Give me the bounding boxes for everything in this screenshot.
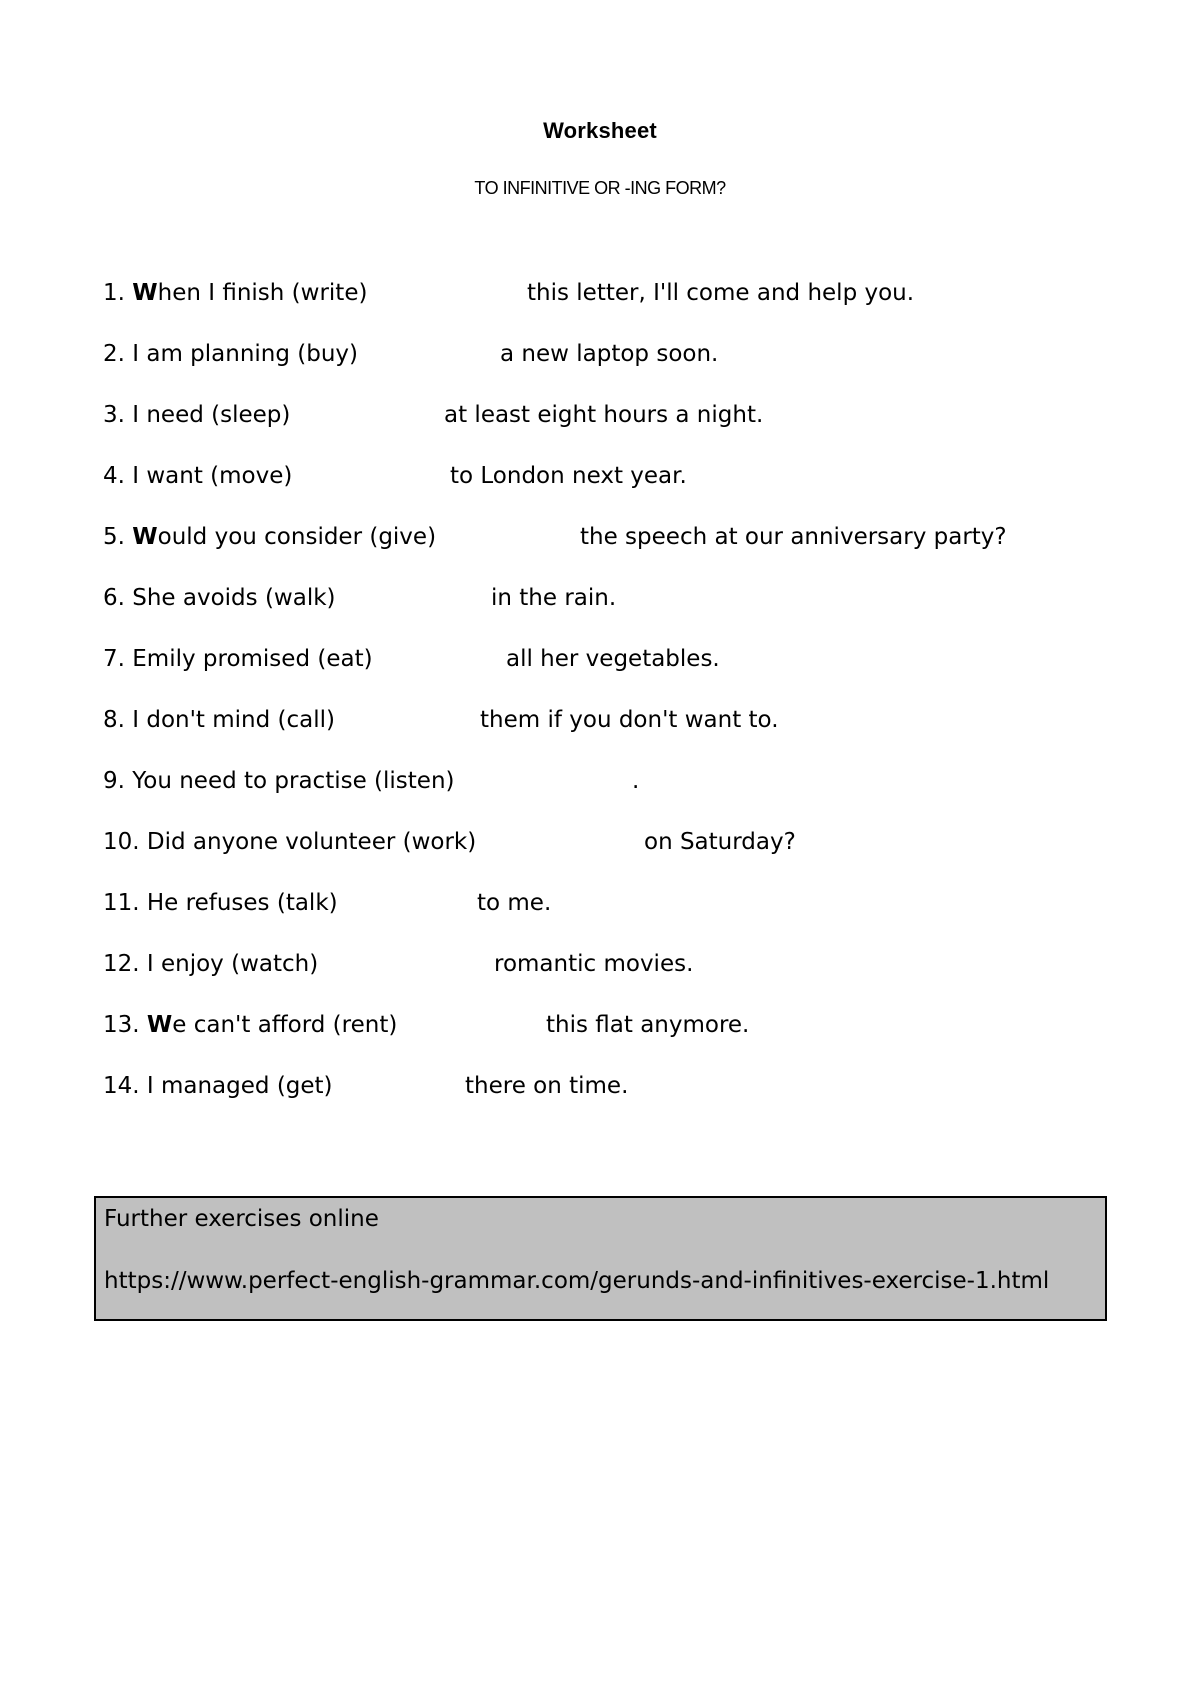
exercise-continuation: all her vegetables.	[506, 646, 720, 672]
exercise-item	[103, 829, 1103, 890]
exercise-continuation: on Saturday?	[644, 829, 796, 855]
exercise-prompt: 2. I am planning (buy)	[103, 341, 359, 367]
exercise-continuation: romantic movies.	[494, 951, 694, 977]
exercise-prompt: 5. Would you consider (give)	[103, 524, 437, 550]
exercise-prompt: 13. We can't afford (rent)	[103, 1012, 398, 1038]
exercise-prompt: 3. I need (sleep)	[103, 402, 291, 428]
exercise-item	[103, 1012, 1103, 1073]
exercise-continuation: this letter, I'll come and help you.	[527, 280, 915, 306]
exercise-item	[103, 707, 1103, 768]
exercise-prompt: 1. When I finish (write)	[103, 280, 368, 306]
exercise-item	[103, 280, 1103, 341]
exercise-item	[103, 890, 1103, 951]
exercise-prompt: 14. I managed (get)	[103, 1073, 333, 1099]
exercise-item	[103, 402, 1103, 463]
exercise-continuation: in the rain.	[491, 585, 617, 611]
further-exercises-box	[94, 1196, 1107, 1321]
exercise-prompt: 12. I enjoy (watch)	[103, 951, 319, 977]
exercise-item	[103, 768, 1103, 829]
exercise-continuation: there on time.	[465, 1073, 629, 1099]
exercise-item	[103, 524, 1103, 585]
exercise-prompt: 9. You need to practise (listen)	[103, 768, 455, 794]
further-exercises-link[interactable]: https://www.perfect-english-grammar.com/gerunds-and-infinitives-exercise-1.html	[104, 1268, 1050, 1294]
exercise-continuation: to London next year.	[450, 463, 687, 489]
exercise-prompt: 6. She avoids (walk)	[103, 585, 336, 611]
exercise-item	[103, 463, 1103, 524]
worksheet-subtitle: TO INFINITIVE OR -ING FORM?	[474, 178, 726, 198]
worksheet-title: Worksheet	[543, 118, 657, 143]
exercise-continuation: a new laptop soon.	[500, 341, 719, 367]
exercise-continuation: to me.	[477, 890, 552, 916]
exercise-list	[103, 280, 1103, 1134]
exercise-continuation: at least eight hours a night.	[444, 402, 764, 428]
exercise-prompt: 11. He refuses (talk)	[103, 890, 338, 916]
exercise-prompt: 8. I don't mind (call)	[103, 707, 335, 733]
exercise-continuation: the speech at our anniversary party?	[580, 524, 1007, 550]
exercise-item	[103, 646, 1103, 707]
exercise-prompt: 4. I want (move)	[103, 463, 293, 489]
exercise-item	[103, 1073, 1103, 1134]
further-exercises-title: Further exercises online	[104, 1206, 379, 1232]
exercise-item	[103, 951, 1103, 1012]
exercise-continuation: them if you don't want to.	[480, 707, 779, 733]
exercise-prompt: 7. Emily promised (eat)	[103, 646, 373, 672]
exercise-item	[103, 585, 1103, 646]
exercise-continuation: this flat anymore.	[546, 1012, 750, 1038]
exercise-item	[103, 341, 1103, 402]
exercise-continuation: .	[632, 768, 640, 794]
exercise-prompt: 10. Did anyone volunteer (work)	[103, 829, 477, 855]
